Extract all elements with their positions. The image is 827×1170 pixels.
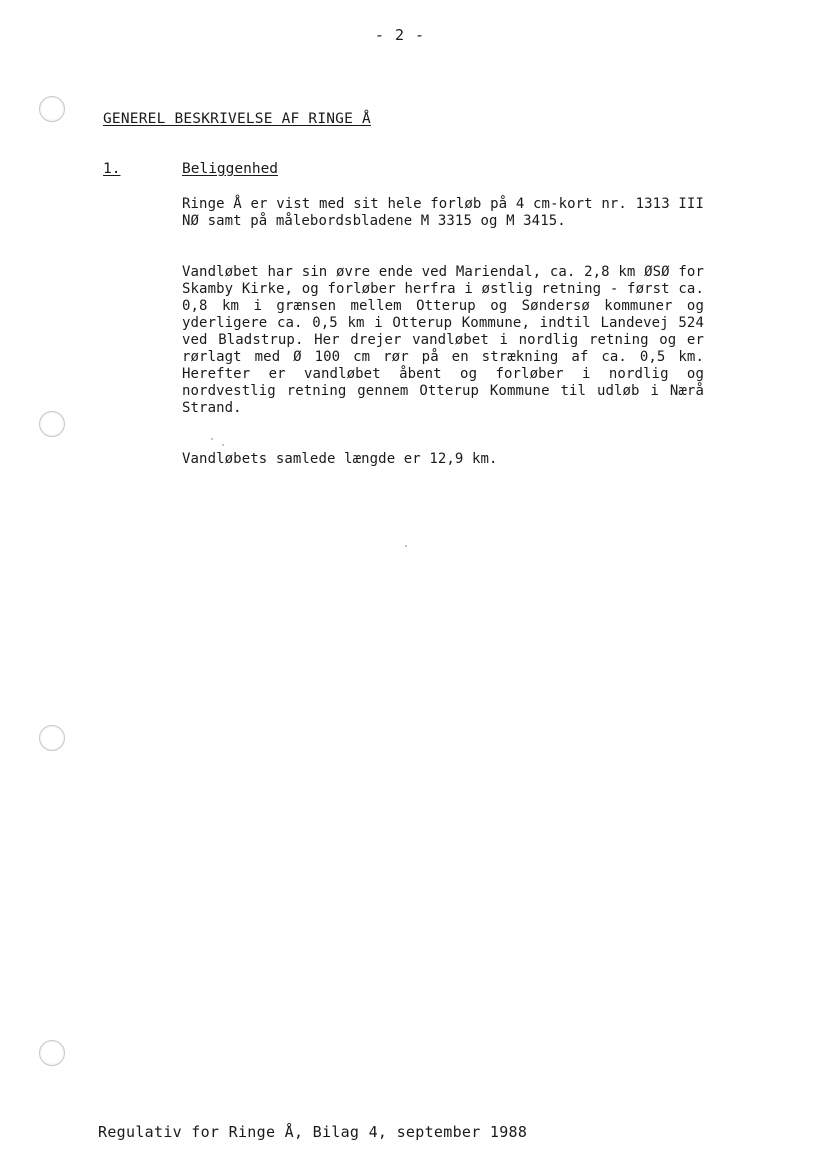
paragraph: Ringe Å er vist med sit hele forløb på 4 cm-kort nr. 1313 III NØ samt på målebordsbladene M 3315 og M 3415. xyxy=(182,196,704,229)
scan-speck xyxy=(405,545,407,547)
page-footer: Regulativ for Ringe Å, Bilag 4, september 1988 xyxy=(98,1123,528,1141)
punch-hole xyxy=(39,96,65,122)
scan-speck xyxy=(211,438,213,440)
paragraph: Vandløbets samlede længde er 12,9 km. xyxy=(182,451,498,467)
section-number-text: 1. xyxy=(103,161,121,177)
punch-hole xyxy=(39,1040,65,1066)
punch-hole xyxy=(39,725,65,751)
section-title: Beliggenhed xyxy=(182,161,279,177)
page-number: - 2 - xyxy=(374,26,426,44)
paragraph: Vandløbet har sin øvre ende ved Mariendal, ca. 2,8 km ØSØ for Skamby Kirke, og forløber herfra i østlig retning - først ca. 0,8 km i grænsen mellem Otterup og Søndersø kommuner og yderligere ca. 0,5 km i Otterup Kommune, indtil Landevej 524 ved Bladstrup. Her drejer vandløbet i nordlig retning og er rørlagt med Ø 100 cm rør på en strækning af ca. 0,5 km. Herefter er vandløbet åbent og forløber i nordlig og nordvestlig retning gennem Otterup Kommune til udløb i Nærå Strand. xyxy=(182,264,704,416)
punch-hole xyxy=(39,411,65,437)
scan-speck xyxy=(222,444,224,446)
document-heading: GENEREL BESKRIVELSE AF RINGE Å xyxy=(103,111,371,127)
